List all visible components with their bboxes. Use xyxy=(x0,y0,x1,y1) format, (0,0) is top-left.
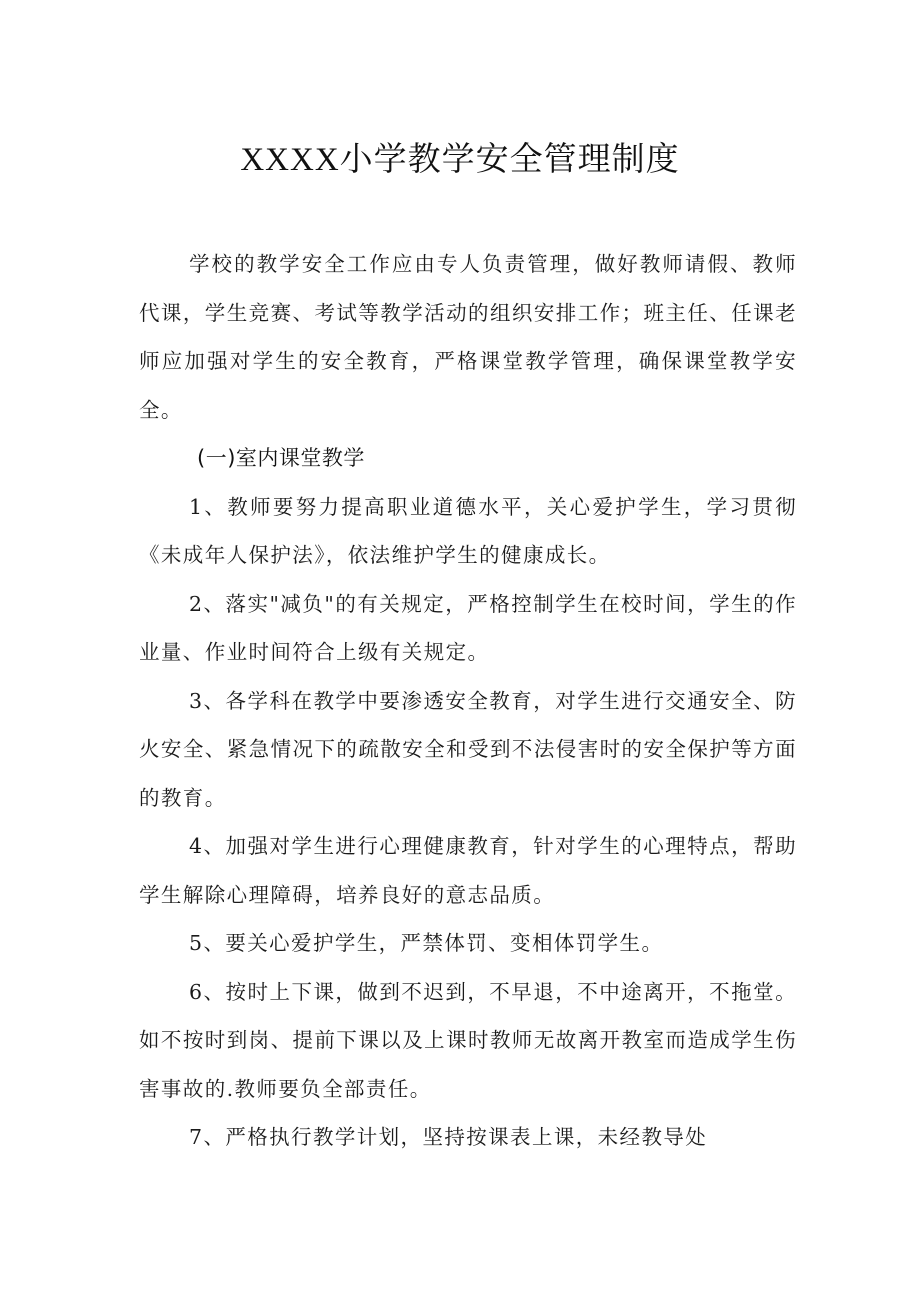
list-item: 2、落实"减负"的有关规定，严格控制学生在校时间，学生的作业量、作业时间符合上级有关规定。 xyxy=(139,591,797,664)
list-item: 3、各学科在教学中要渗透安全教育，对学生进行交通安全、防火安全、紧急情况下的疏散安全和受到不法侵害时的安全保护等方面的教育。 xyxy=(139,688,797,810)
intro-paragraph: 学校的教学安全工作应由专人负责管理，做好教师请假、教师代课，学生竞赛、考试等教学活动的组织安排工作；班主任、任课老师应加强对学生的安全教育，严格课堂教学管理，确保课堂教学安全。 xyxy=(139,252,797,422)
list-item: 1、教师要努力提高职业道德水平，关心爱护学生，学习贯彻《未成年人保护法》，依法维护学生的健康成长。 xyxy=(139,494,797,567)
section-heading: (一)室内课堂教学 xyxy=(197,446,365,470)
list-item: 4、加强对学生进行心理健康教育，针对学生的心理特点，帮助学生解除心理障碍，培养良好的意志品质。 xyxy=(139,834,797,907)
list-item: 5、要关心爱护学生，严禁体罚、变相体罚学生。 xyxy=(189,931,664,955)
document-body xyxy=(139,240,797,1162)
document-title: XXXX小学教学安全管理制度 xyxy=(240,142,680,178)
list-item: 6、按时上下课，做到不迟到，不早退，不中途离开，不拖堂。如不按时到岗、提前下课以及上课时教师无故离开教室而造成学生伤害事故的.教师要负全部责任。 xyxy=(139,979,797,1101)
list-item: 7、严格执行教学计划，坚持按课表上课，未经教导处 xyxy=(189,1125,708,1149)
